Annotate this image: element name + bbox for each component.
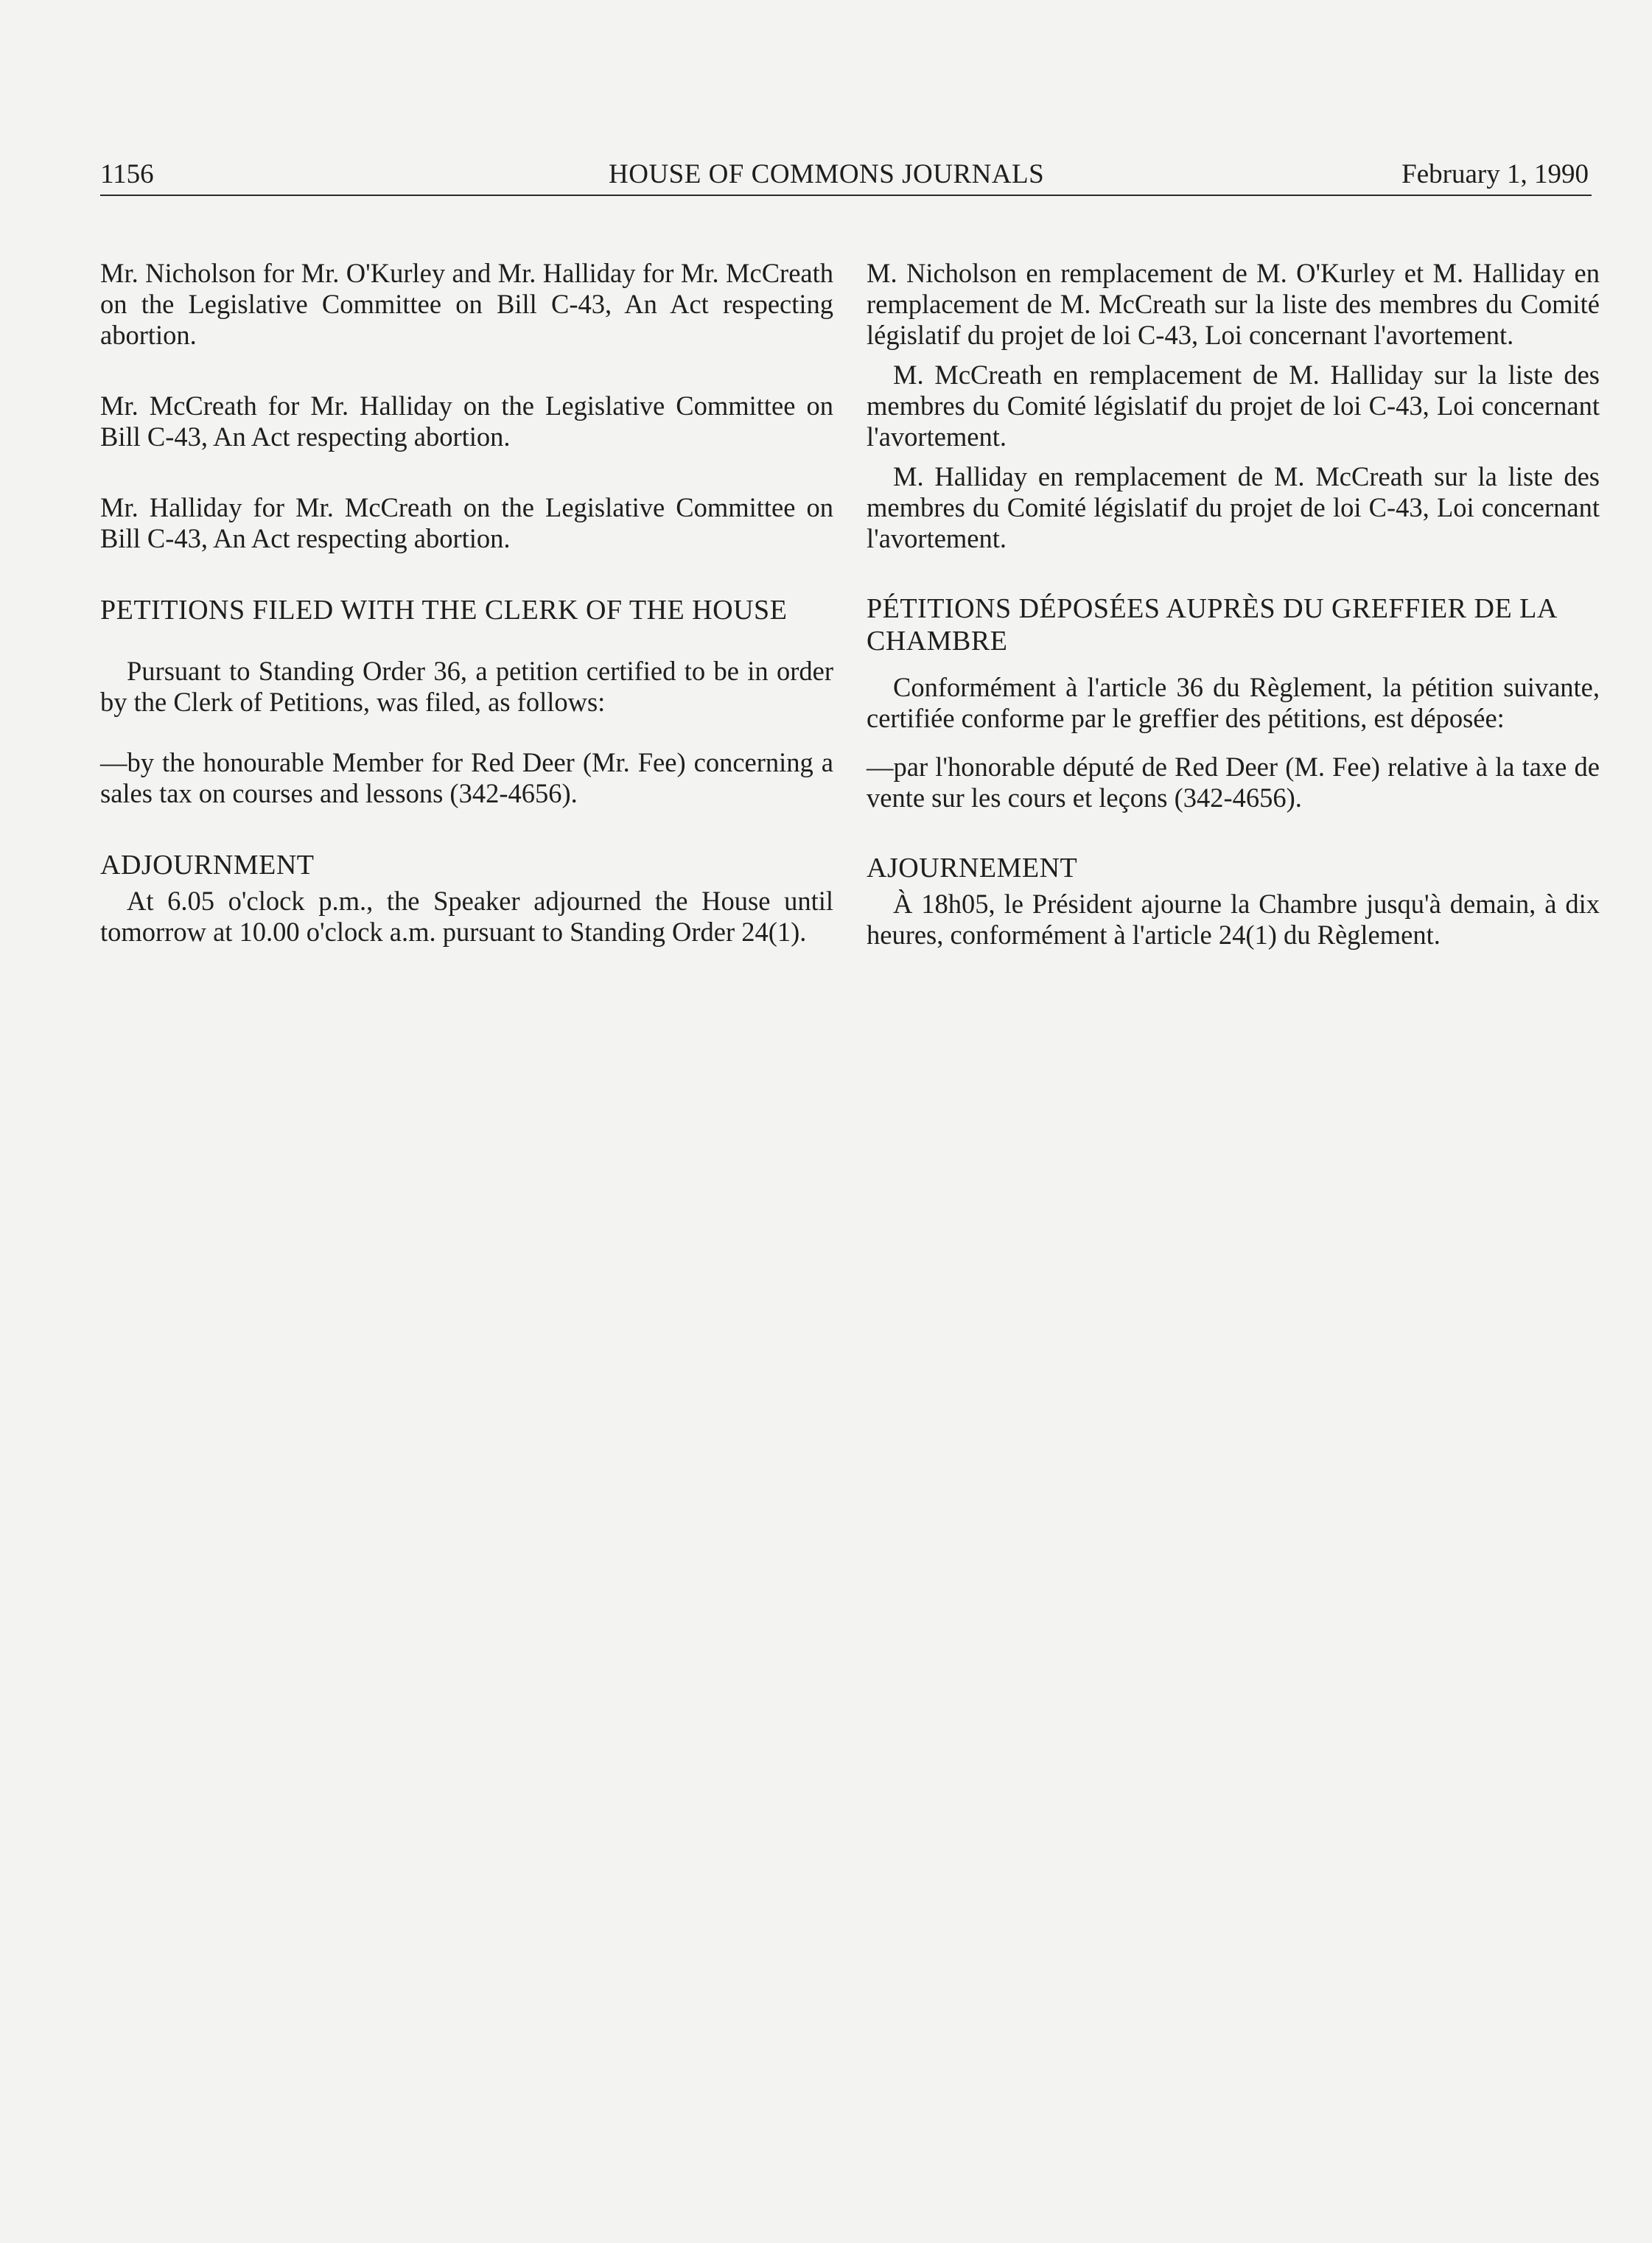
committee-change-fr-2: M. McCreath en remplacement de M. Halliday sur la liste des membres du Comité législatif du projet de loi C-43, Loi concernant l'avortement.	[867, 360, 1600, 452]
adjournment-heading-en: ADJOURNMENT	[100, 850, 315, 881]
petitions-heading-fr: PÉTITIONS DÉPOSÉES AUPRÈS DU GREFFIER DE LA CHAMBRE	[867, 593, 1556, 657]
petition-item-fr: —par l'honorable député de Red Deer (M. Fee) relative à la taxe de vente sur les cours et leçons (342-4656).	[867, 752, 1600, 813]
adjournment-text-fr: À 18h05, le Président ajourne la Chambre jusqu'à demain, à dix heures, conformément à l'article 24(1) du Règlement.	[867, 889, 1600, 950]
committee-change-en-2: Mr. McCreath for Mr. Halliday on the Legislative Committee on Bill C-43, An Act respecting abortion.	[100, 391, 833, 452]
running-header	[100, 152, 1592, 196]
journal-title: HOUSE OF COMMONS JOURNALS	[609, 159, 1045, 189]
committee-change-en-3: Mr. Halliday for Mr. McCreath on the Legislative Committee on Bill C-43, An Act respecting abortion.	[100, 492, 833, 553]
adjournment-heading-fr: AJOURNEMENT	[867, 853, 1078, 883]
french-column	[867, 258, 1600, 959]
petitions-intro-fr: Conformément à l'article 36 du Règlement, la pétition suivante, certifiée conforme par le greffier des pétitions, est déposée:	[867, 672, 1600, 733]
petitions-intro-en: Pursuant to Standing Order 36, a petition certified to be in order by the Clerk of Petitions, was filed, as follows:	[100, 656, 833, 717]
petitions-heading-en: PETITIONS FILED WITH THE CLERK OF THE HOUSE	[100, 595, 788, 626]
committee-change-fr-1: M. Nicholson en remplacement de M. O'Kurley et M. Halliday en remplacement de M. McCreath sur la liste des membres du Comité législatif du projet de loi C-43, Loi concernant l'avortement.	[867, 258, 1600, 350]
header-date: February 1, 1990	[1401, 159, 1589, 189]
committee-change-en-1: Mr. Nicholson for Mr. O'Kurley and Mr. Halliday for Mr. McCreath on the Legislative Committee on Bill C-43, An Act respecting abortion.	[100, 258, 833, 350]
petition-item-en: —by the honourable Member for Red Deer (Mr. Fee) concerning a sales tax on courses and lessons (342-4656).	[100, 747, 833, 808]
page-number: 1156	[100, 159, 154, 189]
adjournment-text-en: At 6.05 o'clock p.m., the Speaker adjourned the House until tomorrow at 10.00 o'clock a.m. pursuant to Standing Order 24(1).	[100, 886, 833, 947]
english-column	[100, 258, 833, 987]
committee-change-fr-3: M. Halliday en remplacement de M. McCreath sur la liste des membres du Comité législatif du projet de loi C-43, Loi concernant l'avortement.	[867, 461, 1600, 553]
